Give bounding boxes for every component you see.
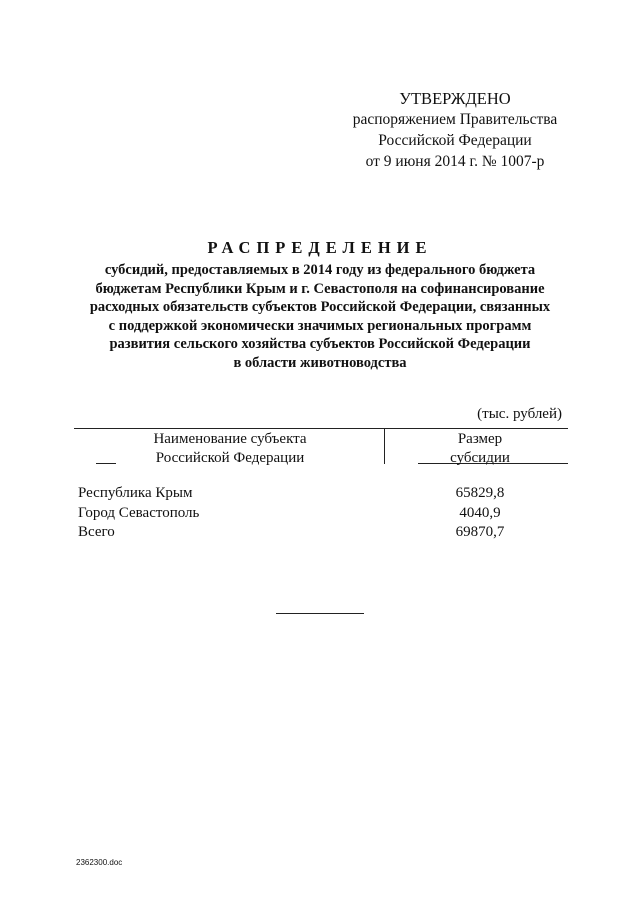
approval-block [330, 88, 580, 172]
document-title: РАСПРЕДЕЛЕНИЕ [207, 238, 433, 257]
table-row-name: Республика Крым [78, 485, 193, 501]
closing-rule [276, 613, 364, 614]
table-row-name: Всего [78, 524, 115, 540]
approval-line-3: от 9 июня 2014 г. № 1007-р [365, 153, 545, 170]
subtitle-line: субсидий, предоставляемых в 2014 году из федерального бюджета [104, 262, 536, 278]
header-name-line-1: Наименование субъекта [153, 431, 307, 447]
document-id: 2362300.doc [76, 858, 123, 867]
table-header-amount [384, 430, 576, 468]
table-row-name: Город Севастополь [78, 505, 200, 521]
table-row-value: 65829,8 [455, 485, 505, 501]
header-name-line-2: Российской Федерации [155, 450, 305, 466]
table-header-name [100, 430, 360, 468]
table-row-value: 4040,9 [459, 505, 501, 521]
subtitle-line: развития сельского хозяйства субъектов Российской Федерации [109, 336, 531, 352]
header-amount-line-2: субсидии [450, 450, 510, 466]
approval-title: УТВЕРЖДЕНО [399, 89, 511, 108]
subtitle-line: с поддержкой экономически значимых региональных программ [108, 317, 532, 334]
header-amount-line-1: Размер [457, 431, 503, 447]
approval-line-2: Российской Федерации [378, 132, 532, 149]
approval-line-1: распоряжением Правительства [352, 111, 558, 128]
subtitle-line: бюджетам Республики Крым и г. Севастополя на софинансирование [95, 280, 545, 297]
units-label: (тыс. рублей) [477, 406, 562, 422]
table-top-rule [74, 428, 568, 429]
table-row-value: 69870,7 [455, 524, 505, 540]
document-subtitle [40, 261, 600, 372]
subtitle-line: в области животноводства [233, 354, 407, 371]
subtitle-line: расходных обязательств субъектов Российской Федерации, связанных [89, 299, 551, 315]
